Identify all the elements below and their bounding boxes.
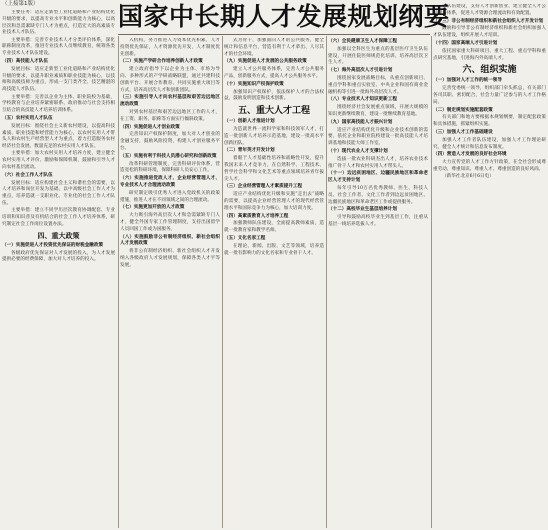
body-paragraph: 围绕国家发展战略目标，从重点创新项目、重点学科和重点实验室、中央企业和国有商业金融机构等引进一批海外高层次人才。 xyxy=(328,75,428,95)
body-paragraph: 适应产业结构优化升级和实施“走出去”战略的需要，以提高企业经营管理人才的现代经营管理水平和国际竞争力为核心，加大培训力度。 xyxy=(224,192,324,211)
body-paragraph: 研究制定吸引优秀人才进入党政机关的政策措施，推进人才在不同领域之间的合理流动。 xyxy=(120,190,220,203)
body-paragraph: 加强教师队伍建设，全面提高教师素质，造就一批教育家和教学名师。 xyxy=(224,221,324,234)
subsection-heading: （六）实施推进党政人才、企业经营管理人才、专业技术人才合理流动政策 xyxy=(120,176,220,188)
subsection-heading: （九）实施促进人才发展的公共服务政策 xyxy=(224,59,307,65)
body-paragraph: 发展目标：适应走新型工业化道路和产业结构优化升级的要求，以提升职业素质和职业技能为核心，以技师和高级技师为重点，形成一支门类齐全、技艺精湛的高技能人才队伍。 xyxy=(2,66,115,93)
body-paragraph: 式为骨干，加强面向人才的公共服务，健全统计和信息平台，营造有利于人才辈出、人尽其才的社会环境。 xyxy=(224,38,324,57)
section-heading: 五、重大人才工程 xyxy=(237,106,310,117)
body-paragraph: 大力吸引海外高层次人才和急需紧缺专门人才，健全外国专家工作管理制度，支持出国留学人员回国工作或为国服务。 xyxy=(120,213,220,232)
subsection-heading: （一）实施促进人才投资优先保证的财税金融政策 xyxy=(2,242,104,248)
subsection-heading: （六）社会工作人才队伍 xyxy=(2,172,53,178)
body-paragraph: 依托国家重大科研项目、重大工程、重点学科和重点研究基地，引进海内外高端人才。 xyxy=(433,48,546,61)
subsection-heading: （八）专业技术人才知识更新工程 xyxy=(328,97,397,103)
subsection-heading: （一）加强对人才工作的统一领导 xyxy=(433,78,502,84)
article-column-5 xyxy=(433,4,546,528)
subsection-heading: （四）高技能人才队伍 xyxy=(2,59,48,65)
subsection-heading: （二）制定规划实施配套政策 xyxy=(433,107,493,113)
subsection-heading: （十）现代农业人才支撑计划 xyxy=(328,148,388,154)
subsection-heading: （五）实施有利于科技人员潜心研究和创新政策 xyxy=(120,153,217,159)
body-paragraph: 选拔一批农业科研杰出人才，培养农业技术推广骨干人才和农村实用人才带头人。 xyxy=(328,156,428,169)
body-paragraph: 主要举措：完善以企业为主体、职业院校为基础，学校教育与企业培养紧密联系、政府推动与社会支持相互结合的高技能人才培养培训体系。 xyxy=(2,94,115,114)
subsection-heading: （七）实施更加开放的人才政策 xyxy=(120,205,185,211)
column-divider xyxy=(431,36,432,528)
column-divider xyxy=(118,36,119,528)
body-paragraph: （新华社北京6月6日电） xyxy=(442,174,494,180)
article-column-4 xyxy=(328,38,428,528)
article-column-1 xyxy=(2,10,115,528)
body-paragraph: 主要举措：建立不同学历层次教育协调配套、专业培训和知识普及有机结合的社会工作人才培养体系，研究制定社会工作岗位设置办法。 xyxy=(2,208,115,227)
subsection-heading: （三）加强人才工作基础建设 xyxy=(433,129,493,135)
body-paragraph: 各级政府优先保证对人才发展的投入，为人才发展提供必要的经费保障，加大对人才培养的投入。 xyxy=(2,250,115,263)
body-paragraph: 为造就世界一流科学家和科技领军人才，打造一批创新人才培养示范基地，建设一批高水平创新团队。 xyxy=(224,126,324,146)
subsection-heading: （三）实施引导人才向农村基层和艰苦边远地区流动政策 xyxy=(120,95,220,108)
body-paragraph: 加强以全科医生为重点的基层医疗卫生队伍建设，开展住院医师规范化培训，培养高层次卫生人才。 xyxy=(328,46,428,66)
body-paragraph: 在理论、新闻、出版、文艺等领域，培养造就一批有影响力的文化名家和专业骨干人才。 xyxy=(224,243,324,256)
body-paragraph: 引导和鼓励高校毕业生到基层工作，注重从基层一线培养选拔人才。 xyxy=(328,215,428,227)
continued-from-tag: （上接第1版） xyxy=(2,1,39,7)
column-divider xyxy=(222,36,223,528)
body-paragraph: 着眼于人才基础性培养和战略性开发，提升我国未来人才竞争力，在自然科学、工程技术、哲学社会科学和文化艺术等重点领域培养青年拔尖人才。 xyxy=(224,156,324,182)
subsection-heading: （四）实施促进人才创业政策 xyxy=(120,124,180,130)
subsection-heading: （八）实施鼓励非公有制经济组织、新社会组织人才发展政策 xyxy=(120,234,220,247)
body-paragraph: 建立人才公共服务体系，完善人才公共服务产品，创新服务方式，提高人才公共服务水平。 xyxy=(224,67,324,79)
subsection-heading: （九）国家高技能人才振兴计划 xyxy=(328,119,393,125)
body-paragraph: 将非公有制经济组织、新社会组织人才开发纳入各级政府人才发展规划，保障各类人才平等发展。 xyxy=(120,249,220,268)
subsection-heading: （二）实施产学研合作培养创新人才政策 xyxy=(120,59,203,65)
section-heading: 四、重大政策 xyxy=(37,231,80,240)
subsection-heading: （三）企业经营管理人才素质提升工程 xyxy=(224,184,303,190)
subsection-heading: （五）文化名家工程 xyxy=(224,235,266,241)
body-paragraph: 主要举措：加大农村实用人才培养力度，建立健全农村实用人才评价、激励和保障机制，鼓励和引导人才向农村基层流动。 xyxy=(2,151,115,171)
body-paragraph: 鼓励和引导非公有制经济组织和新社会组织加强人才队伍建设，组织开展人才培训。 xyxy=(433,26,546,39)
subsection-heading: （十四）国家高端人才引进计划 xyxy=(433,40,498,46)
body-paragraph: 适应产业结构优化升级和企业技术创新的需要，依托企业和职业院校建设一批高技能人才培训基地和技能大师工作室。 xyxy=(328,127,428,147)
subsection-heading: （十一）边远贫困地区、边疆民族地区和革命老区人才支持计划 xyxy=(328,171,428,184)
column-divider xyxy=(326,36,327,528)
body-paragraph: 发展目标：围绕社会主义新农村建设，以提高科技素质、职业技能和经营能力为核心，以农村实用人才带头人和农村生产经营型人才为重点，着力打造服务农村经济社会发展、数量充足的农村实用人才队伍。 xyxy=(2,123,115,150)
subsection-heading: （十）实施知识产权保护政策 xyxy=(224,81,284,87)
article-column-3 xyxy=(224,38,324,528)
body-paragraph: 每年引导10万名优秀教师、医生、科技人员、社会工作者、文化工作者到边远贫困地区、边疆民族地区和革命老区工作或提供服务。 xyxy=(328,185,428,205)
body-paragraph: 务队伍建设，支持人才创新创业，建立健全人才公共服务体系，促进人才资源合理流动和有效配置。 xyxy=(433,4,546,16)
body-paragraph: 加强知识产权保护，依法保护人才的合法权益，鼓励发明创造和技术创新。 xyxy=(224,89,324,102)
body-paragraph: 发展目标：适应构建社会主义和谐社会的需要，以人才培养和岗位开发为基础，以中高级社会工作人才为重点，培养造就一支职业化、专业化的社会工作人才队伍。 xyxy=(2,180,115,207)
body-paragraph: 加强人才工作者队伍建设，加强人才工作理论研究，健全人才统计和信息发布制度。 xyxy=(433,137,546,150)
subsection-heading: （五）农村实用人才队伍 xyxy=(2,115,53,121)
body-paragraph: 完善知识产权保护制度，加大对人才创业的金融支持，鼓励风险投资，构建人才创业服务平台。 xyxy=(120,132,220,151)
subsection-heading: （二）青年英才开发计划 xyxy=(224,148,275,154)
body-paragraph: 改革科研管理制度，完善科研评价体系，营造宽松的科研环境，保障科研人员安心工作。 xyxy=(120,161,220,174)
body-paragraph: 主要任务：适应走新型工业化道路和产业结构优化升级的要求，以提高专业水平和创新能力为核心，以高层次和急需紧缺专门人才为重点，打造宏大的高素质专业技术人才队伍。 xyxy=(2,10,115,36)
body-paragraph: 入机构，努力推进人力资本优先积累，人才投资优先保证，人才资源优先开发，人才制度优先创新。 xyxy=(120,38,220,57)
body-paragraph: 对到农村基层和艰苦边远地区工作的人才，在工资、职务、职称等方面实行倾斜政策。 xyxy=(120,109,220,122)
article-column-2 xyxy=(120,38,220,528)
subsection-heading: （四）高素质教育人才培养工程 xyxy=(224,213,289,219)
subsection-heading: （一）创新人才推进计划 xyxy=(224,119,275,125)
body-paragraph: 有关部门和地方要根据本规划纲要，制定配套政策和具体措施，抓紧组织实施。 xyxy=(433,115,546,128)
body-paragraph: 围绕经济社会发展重点领域，开展大规模的知识更新继续教育，建设一批继续教育基地。 xyxy=(328,105,428,117)
body-paragraph: 建立政府指导下以企业为主体、市场为导向、多种形式的产学研战略联盟，通过共建科技创新平台、开展合作教育、共同实施重大项目等方式，培养高层次人才和创新团队。 xyxy=(120,67,220,93)
body-paragraph: 完善党委统一领导，组织部门牵头抓总，有关部门各司其职、密切配合，社会力量广泛参与的人才工作格局。 xyxy=(433,86,546,105)
subsection-heading: （六）全民健康卫生人才保障工程 xyxy=(328,39,397,44)
subsection-heading: （十三）非公有制经济组织和新社会组织人才开发计划 xyxy=(433,18,544,24)
page-headline: 国家中长期人才发展规划纲要 xyxy=(118,2,450,31)
body-paragraph: 主要举措：完善专业技术人才分类评价体系，深化职称制度改革，推进专业技术人员继续教育，统筹各类专业技术人才队伍建设。 xyxy=(2,37,115,57)
subsection-heading: （七）海外高层次人才引进计划 xyxy=(328,68,393,74)
subsection-heading: （四）营造人才发展的良好社会环境 xyxy=(433,152,507,158)
section-heading: 六、组织实施 xyxy=(462,65,517,76)
subsection-heading: （十二）高校毕业生基层培养计划 xyxy=(328,207,397,213)
headline-rule xyxy=(118,34,430,35)
body-paragraph: 大力宣传党的人才工作方针政策，在全社会形成尊重劳动、尊重知识、尊重人才、尊重创造的良好风尚。 xyxy=(433,160,546,172)
